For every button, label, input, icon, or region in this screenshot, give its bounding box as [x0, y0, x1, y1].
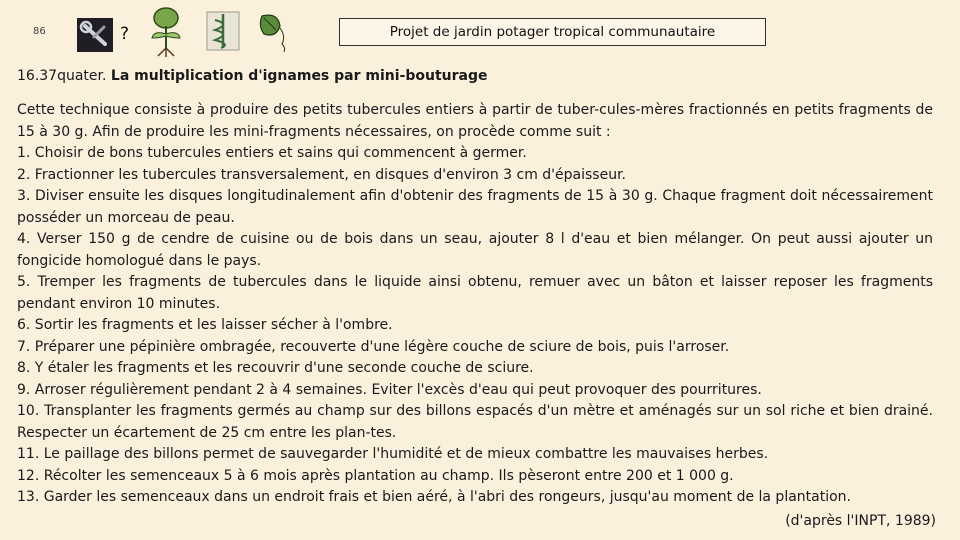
step-13: 13. Garder les semenceaux dans un endroit frais et bien aéré, à l'abri des rongeurs, jusqu'au moment de la plantation. — [17, 489, 851, 505]
section-number: 16.37quater. — [17, 68, 107, 84]
caduceus-icon — [203, 8, 243, 54]
page-number: 86 — [33, 26, 46, 37]
section-heading — [17, 68, 487, 84]
step-6: 6. Sortir les fragments et les laisser sécher à l'ombre. — [17, 317, 393, 333]
plant-icon — [146, 4, 186, 58]
step-10: 10. Transplanter les fragments germés au champ sur des billons espacés d'un mètre et aménagés sur un sol riche et bien drainé. Respecter un écartement de 25 cm entre les plan-tes. — [17, 403, 933, 441]
question-mark: ? — [120, 24, 130, 44]
step-11: 11. Le paillage des billons permet de sauvegarder l'humidité et de mieux combattre les mauvaises herbes. — [17, 446, 769, 462]
page-title: Projet de jardin potager tropical communautaire — [339, 18, 766, 46]
step-9: 9. Arroser régulièrement pendant 2 à 4 semaines. Eviter l'excès d'eau qui peut provoquer des pourritures. — [17, 381, 762, 398]
step-2: 2. Fractionner les tubercules transversalement, en disques d'environ 3 cm d'épaisseur. — [17, 166, 626, 183]
section-title: La multiplication d'ignames par mini-bouturage — [110, 68, 488, 84]
wrench-icon — [77, 18, 113, 52]
step-12: 12. Récolter les semenceaux 5 à 6 mois après plantation au champ. Ils pèseront entre 200 et 1 000 g. — [17, 467, 734, 484]
step-7: 7. Préparer une pépinière ombragée, recouverte d'une légère couche de sciure de bois, puis l'arroser. — [17, 338, 730, 355]
step-1: 1. Choisir de bons tubercules entiers et sains qui commencent à germer. — [17, 145, 527, 161]
step-3: 3. Diviser ensuite les disques longitudinalement afin d'obtenir des fragments de 15 à 30 g. Chaque fragment doit nécessairement posséder un morceau de peau. — [17, 188, 933, 226]
body-text — [17, 100, 933, 509]
step-8: 8. Y étaler les fragments et les recouvrir d'une seconde couche de sciure. — [17, 360, 534, 376]
leaf-icon — [256, 10, 294, 54]
step-4: 4. Verser 150 g de cendre de cuisine ou de bois dans un seau, ajouter 8 l d'eau et bien mélanger. On peut aussi ajouter un fongicide homologué dans le pays. — [17, 231, 933, 269]
step-5: 5. Tremper les fragments de tubercules dans le liquide ainsi obtenu, remuer avec un bâton et laisser reposer les fragments pendant environ 10 minutes. — [17, 274, 933, 312]
source-citation: (d'après l'INPT, 1989) — [785, 513, 936, 529]
intro-paragraph: Cette technique consiste à produire des petits tubercules entiers à partir de tuber-cules-mères fractionnés en petits fragments de 15 à 30 g. Afin de produire les mini-fragments nécessaires, on procède comme suit : — [17, 102, 933, 140]
